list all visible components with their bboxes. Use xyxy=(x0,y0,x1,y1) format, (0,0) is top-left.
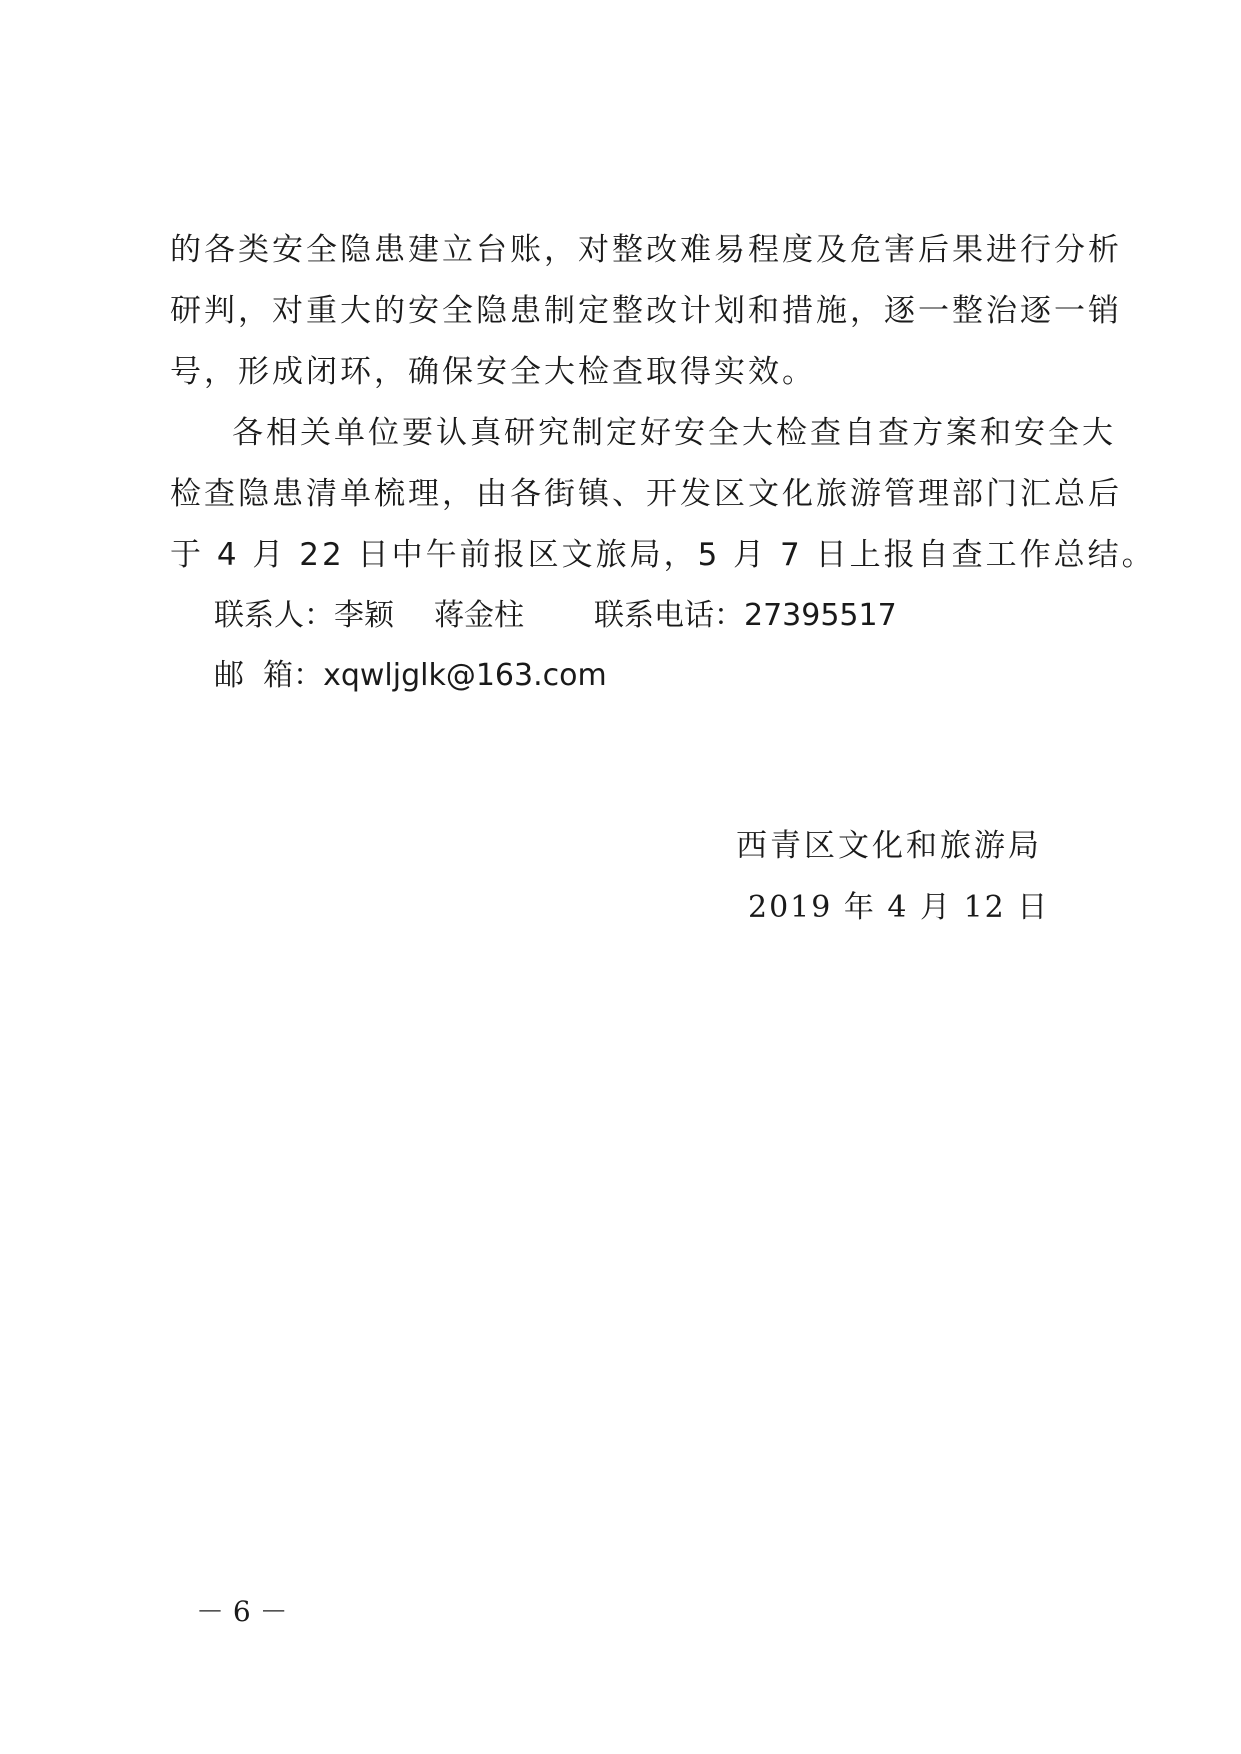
contact-person-1: 李颖 xyxy=(334,598,394,633)
body-line-5: 检查隐患清单梳理，由各街镇、开发区文化旅游管理部门汇总后 xyxy=(170,476,1122,512)
contact-phone-label: 联系电话： xyxy=(594,598,744,633)
body-line-6: 于 4 月 22 日中午前报区文旅局，5 月 7 日上报自查工作总结。 xyxy=(170,537,1156,573)
page-number: － 6 － xyxy=(196,1595,288,1628)
contact-person-2: 蒋金柱 xyxy=(434,598,524,633)
body-line-4: 各相关单位要认真研究制定好安全大检查自查方案和安全大 xyxy=(232,415,1116,451)
email-label: 邮 箱： xyxy=(214,658,324,693)
body-line-2: 研判，对重大的安全隐患制定整改计划和措施，逐一整治逐一销 xyxy=(170,293,1122,329)
email-line xyxy=(214,656,607,696)
contact-label: 联系人： xyxy=(214,598,334,633)
body-line-3: 号，形成闭环，确保安全大检查取得实效。 xyxy=(170,354,816,390)
signature-organization: 西青区文化和旅游局 xyxy=(736,828,1042,864)
contact-phone: 27395517 xyxy=(744,598,897,633)
contact-line xyxy=(214,596,897,636)
email-address: xqwljglk@163.com xyxy=(323,658,607,693)
signature-date: 2019 年 4 月 12 日 xyxy=(748,890,1050,925)
body-line-1: 的各类安全隐患建立台账，对整改难易程度及危害后果进行分析 xyxy=(170,232,1122,268)
